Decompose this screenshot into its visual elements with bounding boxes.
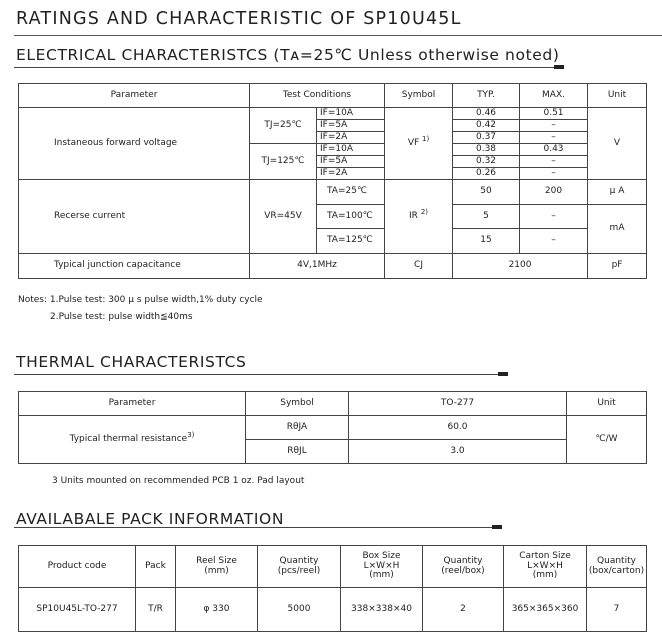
pack-header-qty-carton (587, 546, 647, 588)
reverse-ta: TA=125℃ (317, 229, 385, 254)
pack-header-line: (reel/box) (441, 565, 485, 576)
forward-symbol-note: 1) (422, 134, 430, 143)
thermal-table (18, 391, 647, 464)
reverse-parameter: Recerse current (19, 180, 250, 254)
reverse-symbol (385, 180, 453, 254)
header-symbol: Symbol (385, 84, 453, 108)
electrical-header-row (19, 84, 647, 108)
header-max: MAX. (520, 84, 588, 108)
forward-max: – (520, 156, 588, 168)
title-rule (14, 35, 662, 36)
reverse-vr: VR=45V (250, 180, 317, 254)
reverse-unit-ma: mA (588, 205, 647, 254)
reverse-ta: TA=25℃ (317, 180, 385, 205)
forward-typ: 0.38 (453, 144, 520, 156)
electrical-rule (14, 67, 554, 68)
thermal-value: 60.0 (349, 416, 567, 440)
pack-header-line: Pack (145, 560, 166, 571)
header-unit: Unit (588, 84, 647, 108)
page-title: RATINGS AND CHARACTERISTIC OF SP10U45L (16, 9, 462, 29)
forward-if: IF=5A (317, 156, 385, 168)
capacitance-row (19, 254, 647, 279)
capacitance-unit: pF (588, 254, 647, 279)
reverse-max: – (520, 205, 588, 229)
pack-header-line: Quantity (597, 556, 636, 567)
electrical-table (18, 83, 647, 279)
forward-typ: 0.37 (453, 132, 520, 144)
electrical-note-1: Notes: 1.Pulse test: 300 μ s pulse width,1% duty cycle (18, 295, 263, 305)
pack-reel-size: φ 330 (176, 588, 258, 632)
thermal-parameter-text: Typical thermal resistance (69, 433, 188, 444)
forward-if: IF=2A (317, 168, 385, 180)
pack-product-code: SP10U45L-TO-277 (19, 588, 136, 632)
forward-max: – (520, 120, 588, 132)
forward-symbol (385, 108, 453, 180)
pack-header-line: (mm) (532, 570, 558, 581)
forward-if: IF=10A (317, 144, 385, 156)
forward-typ: 0.42 (453, 120, 520, 132)
forward-if: IF=10A (317, 108, 385, 120)
thermal-value: 3.0 (349, 440, 567, 464)
reverse-unit-ua: μ A (588, 180, 647, 205)
pack-header-line: Quantity (279, 556, 319, 567)
forward-typ: 0.46 (453, 108, 520, 120)
pack-header-line: L×W×H (527, 560, 563, 571)
pack-header-row (19, 546, 647, 588)
thermal-unit: ℃/W (567, 416, 647, 464)
reverse-ta: TA=100℃ (317, 205, 385, 229)
pack-header-box-size (341, 546, 423, 588)
reverse-typ: 5 (453, 205, 520, 229)
forward-if: IF=2A (317, 132, 385, 144)
forward-if: IF=5A (317, 120, 385, 132)
pack-header-line: (mm) (204, 565, 229, 576)
electrical-heading-note: (Tᴀ=25℃ Unless otherwise noted) (273, 46, 560, 64)
reverse-max: 200 (520, 180, 588, 205)
reverse-max: – (520, 229, 588, 254)
pack-pack: T/R (136, 588, 176, 632)
reverse-typ: 50 (453, 180, 520, 205)
forward-typ: 0.26 (453, 168, 520, 180)
pack-carton-size: 365×365×360 (504, 588, 587, 632)
forward-row-1 (19, 108, 647, 120)
forward-unit: V (588, 108, 647, 180)
pack-header-line: Product code (47, 560, 107, 571)
forward-tj-125: TJ=125℃ (250, 144, 317, 180)
pack-table (18, 545, 647, 632)
header-parameter: Parameter (19, 84, 250, 108)
thermal-rule-mark (498, 372, 508, 376)
capacitance-symbol: CJ (385, 254, 453, 279)
pack-header-line: (box/carton) (588, 565, 645, 576)
forward-max: 0.51 (520, 108, 588, 120)
pack-header-qty-box (423, 546, 504, 588)
pack-qty-box: 2 (423, 588, 504, 632)
forward-symbol-text: VF (407, 137, 420, 148)
header-typ: TYP. (453, 84, 520, 108)
forward-parameter: Instaneous forward voltage (19, 108, 250, 180)
reverse-symbol-text: IR (409, 210, 418, 221)
forward-tj-25: TJ=25℃ (250, 108, 317, 144)
thermal-header-row (19, 392, 647, 416)
pack-header-line: Quantity (443, 556, 483, 567)
forward-typ: 0.32 (453, 156, 520, 168)
pack-rule-mark (492, 525, 502, 529)
pack-header-carton-size (504, 546, 587, 588)
thermal-header-symbol: Symbol (246, 392, 349, 416)
pack-heading: AVAILABALE PACK INFORMATION (16, 510, 285, 528)
thermal-parameter (19, 416, 246, 464)
thermal-parameter-note: 3) (187, 430, 195, 439)
pack-rule (14, 527, 498, 528)
pack-data-row (19, 588, 647, 632)
thermal-header-parameter: Parameter (19, 392, 246, 416)
thermal-symbol: RθJL (246, 440, 349, 464)
pack-header-product-code (19, 546, 136, 588)
capacitance-condition: 4V,1MHz (250, 254, 385, 279)
electrical-rule-mark (554, 65, 564, 69)
forward-max: – (520, 132, 588, 144)
pack-header-line: Carton Size (519, 551, 571, 562)
electrical-heading (16, 46, 559, 64)
forward-max: – (520, 168, 588, 180)
thermal-row-1 (19, 416, 647, 440)
capacitance-parameter: Typical junction capacitance (19, 254, 250, 279)
thermal-heading: THERMAL CHARACTERISTCS (16, 353, 247, 371)
capacitance-value: 2100 (453, 254, 588, 279)
pack-header-line: L×W×H (363, 560, 400, 571)
reverse-typ: 15 (453, 229, 520, 254)
reverse-symbol-note: 2) (420, 207, 428, 216)
pack-qty-carton: 7 (587, 588, 647, 632)
pack-header-line: Reel Size (196, 556, 237, 567)
pack-header-line: Box Size (362, 551, 401, 562)
pack-header-qty-reel (258, 546, 341, 588)
thermal-rule (14, 374, 498, 375)
electrical-heading-text: ELECTRICAL CHARACTERISTCS (16, 46, 268, 64)
electrical-note-2: 2.Pulse test: pulse width≦40ms (50, 312, 193, 322)
pack-header-line: (pcs/reel) (277, 565, 321, 576)
reverse-row-1 (19, 180, 647, 205)
header-conditions: Test Conditions (250, 84, 385, 108)
thermal-header-package: TO-277 (349, 392, 567, 416)
pack-header-line: (mm) (369, 570, 394, 581)
thermal-note: 3 Units mounted on recommended PCB 1 oz. Pad layout (52, 476, 305, 486)
pack-qty-reel: 5000 (258, 588, 341, 632)
thermal-symbol: RθJA (246, 416, 349, 440)
pack-header-reel-size (176, 546, 258, 588)
forward-max: 0.43 (520, 144, 588, 156)
pack-box-size: 338×338×40 (341, 588, 423, 632)
thermal-header-unit: Unit (567, 392, 647, 416)
pack-header-pack (136, 546, 176, 588)
